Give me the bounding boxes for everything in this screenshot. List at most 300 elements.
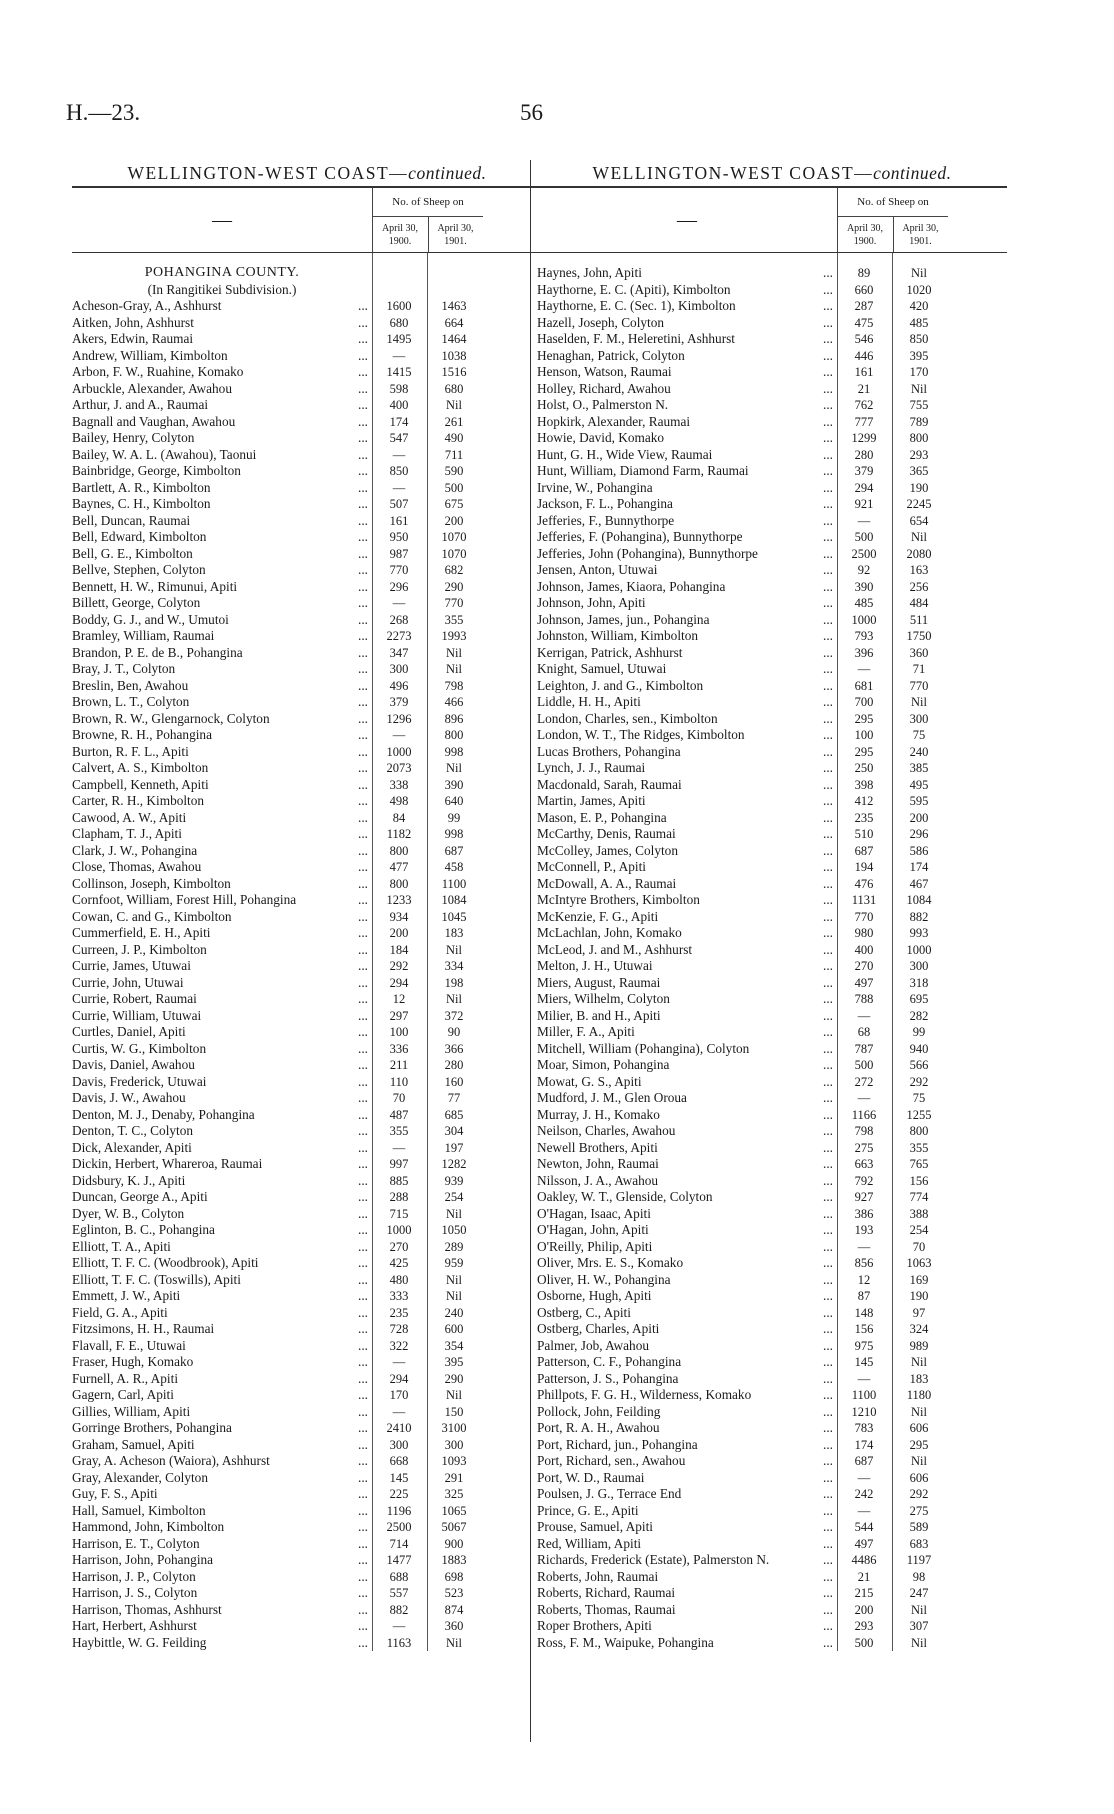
leader-dots: ... bbox=[823, 710, 833, 726]
sheep-1900: 390 bbox=[854, 579, 874, 594]
sheep-1901: 466 bbox=[444, 695, 464, 709]
table-row bbox=[537, 1305, 1007, 1322]
leader-dots: ... bbox=[358, 760, 368, 775]
leader-dots: ... bbox=[358, 991, 368, 1006]
sheep-1900: 170 bbox=[389, 1388, 409, 1402]
table-row bbox=[537, 958, 1007, 975]
table-row bbox=[537, 975, 1007, 992]
sheep-1901: 97 bbox=[912, 1305, 926, 1320]
holder-name: Mudford, J. M., Glen Oroua ... bbox=[537, 1090, 833, 1105]
sheep-1900: 338 bbox=[389, 777, 409, 792]
leader-dots: ... bbox=[358, 1057, 368, 1072]
leader-dots: ... bbox=[358, 1288, 368, 1303]
leader-dots: ... bbox=[358, 1271, 368, 1287]
sheep-1900: 800 bbox=[389, 876, 409, 891]
leader-dots: ... bbox=[358, 776, 368, 792]
right-column bbox=[537, 160, 1007, 1651]
table-row bbox=[72, 777, 542, 794]
leader-dots: ... bbox=[823, 677, 833, 693]
sheep-1901: 240 bbox=[909, 744, 929, 759]
sheep-1901: 1000 bbox=[906, 942, 932, 957]
holder-name: Gray, Alexander, Colyton ... bbox=[72, 1469, 368, 1485]
leader-dots: ... bbox=[358, 1156, 368, 1171]
sheep-1901: 500 bbox=[444, 480, 464, 495]
sheep-1901: 1038 bbox=[441, 348, 467, 363]
sheep-1901: 325 bbox=[444, 1487, 464, 1501]
sheep-1900: 2073 bbox=[386, 761, 412, 775]
holder-name: Gorringe Brothers, Pohangina ... bbox=[72, 1420, 368, 1435]
sheep-1901: 156 bbox=[909, 1173, 929, 1188]
holder-name: Hunt, William, Diamond Farm, Raumai ... bbox=[537, 463, 833, 478]
leader-dots: ... bbox=[823, 1370, 833, 1386]
holder-name: Irvine, W., Pohangina ... bbox=[537, 479, 833, 495]
table-row bbox=[537, 1387, 1007, 1404]
sheep-1901: 770 bbox=[444, 596, 464, 610]
sheep-1900: — bbox=[392, 1404, 406, 1419]
sheep-1900: 68 bbox=[857, 1025, 871, 1039]
right-sheep-group bbox=[837, 188, 948, 252]
left-group-title: No. of Sheep on bbox=[373, 188, 483, 217]
holder-name: Bramley, William, Raumai ... bbox=[72, 628, 368, 643]
leader-dots: ... bbox=[823, 958, 833, 973]
table-row bbox=[72, 661, 542, 678]
sheep-1901: Nil bbox=[911, 1635, 927, 1650]
holder-name: Jefferies, F. (Pohangina), Bunnythorpe ... bbox=[537, 529, 833, 544]
table-row bbox=[72, 1602, 542, 1619]
sheep-1901: 1100 bbox=[441, 876, 467, 891]
table-row bbox=[72, 843, 542, 860]
sheep-1901: 282 bbox=[909, 1008, 929, 1023]
sheep-1900: 792 bbox=[854, 1173, 874, 1188]
sheep-1901: 511 bbox=[909, 612, 929, 627]
right-table-body bbox=[537, 253, 1007, 1651]
sheep-1900: 1233 bbox=[386, 893, 412, 907]
holder-name: Elliott, T. F. C. (Toswills), Apiti ... bbox=[72, 1271, 368, 1287]
table-row bbox=[537, 298, 1007, 315]
holder-name: Billett, George, Colyton ... bbox=[72, 595, 368, 610]
leader-dots: ... bbox=[823, 1403, 833, 1419]
holder-name: Aitken, John, Ashhurst ... bbox=[72, 314, 368, 330]
table-row bbox=[537, 414, 1007, 431]
sheep-1901: 290 bbox=[444, 1371, 464, 1386]
table-row bbox=[72, 414, 542, 431]
sheep-1901: 334 bbox=[444, 959, 464, 973]
sheep-1901: 606 bbox=[909, 1421, 929, 1435]
table-row bbox=[72, 1239, 542, 1256]
leader-dots: ... bbox=[358, 1634, 368, 1650]
table-row bbox=[537, 661, 1007, 678]
left-title-main: WELLINGTON-WEST COAST— bbox=[127, 163, 409, 183]
table-row bbox=[537, 1618, 1007, 1635]
leader-dots: ... bbox=[823, 1601, 833, 1617]
table-row bbox=[72, 1354, 542, 1371]
sheep-1900: 100 bbox=[389, 1025, 409, 1039]
table-row bbox=[537, 1222, 1007, 1239]
table-row bbox=[537, 463, 1007, 480]
sheep-1901: 360 bbox=[444, 1619, 464, 1633]
leader-dots: ... bbox=[358, 1535, 368, 1551]
holder-name: Haythorne, E. C. (Apiti), Kimbolton ... bbox=[537, 281, 833, 297]
sheep-1900: 1415 bbox=[386, 365, 412, 379]
sheep-1901: 467 bbox=[909, 876, 929, 891]
leader-dots: ... bbox=[358, 397, 368, 412]
leader-dots: ... bbox=[823, 281, 833, 297]
sheep-1901: Nil bbox=[911, 1355, 927, 1369]
table-row bbox=[537, 1057, 1007, 1074]
left-rows bbox=[72, 298, 542, 1651]
sheep-1900: 333 bbox=[389, 1289, 409, 1303]
sheep-1900: 850 bbox=[389, 464, 409, 478]
sheep-1901: 1464 bbox=[441, 332, 467, 346]
sheep-1900: 1182 bbox=[386, 827, 412, 841]
leader-dots: ... bbox=[358, 1172, 368, 1188]
leader-dots: ... bbox=[358, 644, 368, 660]
table-row bbox=[72, 447, 542, 464]
sheep-1901: 390 bbox=[444, 777, 464, 792]
table-row bbox=[72, 513, 542, 530]
leader-dots: ... bbox=[823, 496, 833, 511]
sheep-1901: 1050 bbox=[441, 1223, 467, 1237]
holder-name: Jefferies, F., Bunnythorpe ... bbox=[537, 512, 833, 528]
holder-name: London, Charles, sen., Kimbolton ... bbox=[537, 710, 833, 726]
sheep-1901: 1750 bbox=[906, 629, 932, 643]
leader-dots: ... bbox=[823, 1040, 833, 1056]
holder-name: Collinson, Joseph, Kimbolton ... bbox=[72, 875, 368, 891]
sheep-1900: — bbox=[857, 1091, 871, 1105]
sheep-1900: 688 bbox=[389, 1569, 409, 1584]
table-row bbox=[72, 1420, 542, 1437]
table-row bbox=[537, 810, 1007, 827]
sheep-1901: Nil bbox=[446, 1206, 462, 1221]
holder-name: Didsbury, K. J., Apiti ... bbox=[72, 1172, 368, 1188]
table-row bbox=[72, 628, 542, 645]
sheep-1900: 475 bbox=[854, 315, 874, 330]
leader-dots: ... bbox=[823, 991, 833, 1006]
holder-name: Prouse, Samuel, Apiti ... bbox=[537, 1519, 833, 1534]
sheep-1901: 1516 bbox=[441, 365, 467, 379]
table-row bbox=[72, 1453, 542, 1470]
table-row bbox=[72, 1222, 542, 1239]
sheep-1901: 1084 bbox=[441, 893, 467, 907]
leader-dots: ... bbox=[358, 793, 368, 808]
sheep-1900: — bbox=[857, 1503, 871, 1518]
sheep-1900: 174 bbox=[389, 414, 409, 429]
table-row bbox=[72, 1437, 542, 1454]
leader-dots: ... bbox=[823, 644, 833, 660]
table-row bbox=[72, 991, 542, 1008]
table-row bbox=[537, 1321, 1007, 1338]
holder-name: Red, William, Apiti ... bbox=[537, 1535, 833, 1551]
sheep-1901: 240 bbox=[444, 1305, 464, 1320]
holder-name: Mitchell, William (Pohangina), Colyton ... bbox=[537, 1040, 833, 1056]
sheep-1901: 355 bbox=[444, 612, 464, 627]
sheep-1901: 365 bbox=[909, 464, 929, 478]
leader-dots: ... bbox=[823, 1090, 833, 1105]
sheep-1900: 400 bbox=[854, 942, 874, 957]
sheep-1901: 183 bbox=[444, 926, 464, 940]
table-row bbox=[537, 1123, 1007, 1140]
leader-dots: ... bbox=[358, 446, 368, 462]
holder-name: Oliver, Mrs. E. S., Komako ... bbox=[537, 1255, 833, 1270]
sheep-1901: 882 bbox=[909, 909, 929, 924]
holder-name: Harrison, Thomas, Ashhurst ... bbox=[72, 1601, 368, 1617]
sheep-1900: 498 bbox=[389, 794, 409, 808]
sheep-1901: 485 bbox=[909, 315, 929, 330]
leader-dots: ... bbox=[358, 347, 368, 363]
table-row bbox=[537, 1041, 1007, 1058]
table-row bbox=[72, 810, 542, 827]
holder-name: Brandon, P. E. de B., Pohangina ... bbox=[72, 644, 368, 660]
left-column bbox=[72, 160, 542, 1651]
sheep-1901: 940 bbox=[909, 1041, 929, 1056]
sheep-1900: 293 bbox=[854, 1619, 874, 1633]
holder-name: Lucas Brothers, Pohangina ... bbox=[537, 743, 833, 759]
sheep-1900: 2500 bbox=[386, 1520, 412, 1534]
sheep-1901: 1255 bbox=[906, 1107, 932, 1122]
sheep-1901: 197 bbox=[444, 1140, 464, 1155]
table-row bbox=[537, 1420, 1007, 1437]
holder-name: McDowall, A. A., Raumai ... bbox=[537, 875, 833, 891]
holder-name: Davis, J. W., Awahou ... bbox=[72, 1090, 368, 1105]
leader-dots: ... bbox=[358, 562, 368, 577]
right-title-main: WELLINGTON-WEST COAST— bbox=[592, 163, 874, 183]
sheep-1901: 366 bbox=[444, 1041, 464, 1056]
leader-dots: ... bbox=[823, 331, 833, 346]
left-table-body bbox=[72, 253, 542, 1651]
holder-name: Gagern, Carl, Apiti ... bbox=[72, 1387, 368, 1402]
sheep-1900: 235 bbox=[389, 1305, 409, 1320]
sheep-1900: 680 bbox=[389, 315, 409, 330]
sheep-1900: — bbox=[392, 348, 406, 363]
sheep-1901: 174 bbox=[909, 860, 929, 874]
sheep-1900: 215 bbox=[854, 1586, 874, 1600]
holder-name: Elliott, T. F. C. (Woodbrook), Apiti ... bbox=[72, 1255, 368, 1270]
sheep-1900: 783 bbox=[854, 1421, 874, 1435]
holder-name: Cummerfield, E. H., Apiti ... bbox=[72, 925, 368, 940]
sheep-1901: 590 bbox=[444, 464, 464, 478]
table-row bbox=[72, 909, 542, 926]
holder-name: Palmer, Job, Awahou ... bbox=[537, 1337, 833, 1353]
leader-dots: ... bbox=[823, 1139, 833, 1155]
sheep-1901: 711 bbox=[444, 447, 464, 462]
leader-dots: ... bbox=[823, 562, 833, 577]
table-row bbox=[72, 1140, 542, 1157]
leader-dots: ... bbox=[358, 1238, 368, 1254]
holder-name: Roper Brothers, Apiti ... bbox=[537, 1618, 833, 1633]
leader-dots: ... bbox=[823, 1568, 833, 1584]
leader-dots: ... bbox=[358, 364, 368, 379]
holder-name: Harrison, J. P., Colyton ... bbox=[72, 1568, 368, 1584]
sheep-1900: 487 bbox=[389, 1107, 409, 1122]
table-row bbox=[537, 645, 1007, 662]
sheep-1901: 1463 bbox=[441, 299, 467, 313]
holder-name: Ostberg, C., Apiti ... bbox=[537, 1304, 833, 1320]
holder-name: Phillpots, F. G. H., Wilderness, Komako ... bbox=[537, 1387, 833, 1402]
table-row bbox=[72, 1156, 542, 1173]
sheep-1900: 225 bbox=[389, 1487, 409, 1501]
table-row bbox=[72, 678, 542, 695]
sheep-1901: 395 bbox=[444, 1355, 464, 1369]
table-row bbox=[537, 1519, 1007, 1536]
table-row bbox=[537, 1090, 1007, 1107]
holder-name: Jensen, Anton, Utuwai ... bbox=[537, 562, 833, 577]
holder-name: O'Hagan, Isaac, Apiti ... bbox=[537, 1205, 833, 1221]
holder-name: Bell, Duncan, Raumai ... bbox=[72, 512, 368, 528]
holder-name: Akers, Edwin, Raumai ... bbox=[72, 331, 368, 346]
sheep-1900: 681 bbox=[854, 678, 874, 693]
right-title-continued: continued. bbox=[873, 163, 952, 183]
sheep-1901: 307 bbox=[909, 1619, 929, 1633]
table-row bbox=[72, 1024, 542, 1041]
table-row bbox=[72, 1552, 542, 1569]
sheep-1900: 700 bbox=[854, 695, 874, 709]
sheep-1900: 110 bbox=[389, 1074, 409, 1089]
holder-name: Port, Richard, sen., Awahou ... bbox=[537, 1453, 833, 1468]
leader-dots: ... bbox=[358, 595, 368, 610]
sheep-1901: Nil bbox=[911, 1404, 927, 1419]
table-row bbox=[72, 480, 542, 497]
sheep-1900: — bbox=[392, 480, 406, 495]
holder-name: Port, W. D., Raumai ... bbox=[537, 1469, 833, 1485]
holder-name: Curtles, Daniel, Apiti ... bbox=[72, 1024, 368, 1039]
table-row bbox=[72, 1404, 542, 1421]
sheep-1901: 300 bbox=[909, 711, 929, 726]
table-row bbox=[72, 826, 542, 843]
leader-dots: ... bbox=[823, 397, 833, 412]
sheep-1901: 300 bbox=[444, 1437, 464, 1452]
table-row bbox=[537, 1602, 1007, 1619]
sheep-1900: 663 bbox=[854, 1157, 874, 1171]
sheep-1901: Nil bbox=[446, 662, 462, 676]
holder-name: Oakley, W. T., Glenside, Colyton ... bbox=[537, 1189, 833, 1204]
sheep-1900: 687 bbox=[854, 1454, 874, 1468]
leader-dots: ... bbox=[823, 1106, 833, 1122]
holder-name: Neilson, Charles, Awahou ... bbox=[537, 1123, 833, 1138]
table-row bbox=[72, 1255, 542, 1272]
holder-name: Currie, Robert, Raumai ... bbox=[72, 991, 368, 1006]
sheep-1900: 322 bbox=[389, 1338, 409, 1353]
sheep-1901: 354 bbox=[444, 1338, 464, 1353]
sheep-1901: Nil bbox=[446, 1272, 462, 1287]
holder-name: Richards, Frederick (Estate), Palmerston N. ... bbox=[537, 1552, 833, 1567]
table-row bbox=[537, 760, 1007, 777]
holder-name: Haselden, F. M., Heleretini, Ashhurst ... bbox=[537, 331, 833, 346]
table-row bbox=[537, 1024, 1007, 1041]
leader-dots: ... bbox=[358, 859, 368, 874]
leader-dots: ... bbox=[823, 941, 833, 957]
holder-name: Macdonald, Sarah, Raumai ... bbox=[537, 776, 833, 792]
leader-dots: ... bbox=[358, 1387, 368, 1402]
sheep-1900: 294 bbox=[389, 1371, 409, 1386]
leader-dots: ... bbox=[358, 545, 368, 561]
leader-dots: ... bbox=[358, 875, 368, 891]
leader-dots: ... bbox=[358, 1222, 368, 1237]
table-row bbox=[537, 364, 1007, 381]
sheep-1901: Nil bbox=[446, 1289, 462, 1303]
table-row bbox=[537, 1008, 1007, 1025]
sheep-1900: — bbox=[857, 662, 871, 676]
sheep-1900: 398 bbox=[854, 777, 874, 792]
table-row bbox=[72, 430, 542, 447]
sheep-1900: 89 bbox=[857, 266, 871, 280]
leader-dots: ... bbox=[358, 809, 368, 825]
holder-name: Melton, J. H., Utuwai ... bbox=[537, 958, 833, 973]
sheep-1900: 927 bbox=[854, 1190, 874, 1204]
sheep-1901: 372 bbox=[444, 1008, 464, 1023]
leader-dots: ... bbox=[358, 1189, 368, 1204]
sheep-1900: 87 bbox=[857, 1289, 871, 1303]
sheep-1901: 640 bbox=[444, 794, 464, 808]
sheep-1900: 1477 bbox=[386, 1553, 412, 1567]
table-row bbox=[72, 1057, 542, 1074]
leader-dots: ... bbox=[358, 430, 368, 445]
leader-dots: ... bbox=[358, 1007, 368, 1023]
left-name-header: — bbox=[212, 209, 232, 231]
table-row bbox=[537, 1338, 1007, 1355]
table-row bbox=[537, 876, 1007, 893]
sheep-1901: Nil bbox=[446, 398, 462, 412]
holder-name: Bellve, Stephen, Colyton ... bbox=[72, 562, 368, 577]
leader-dots: ... bbox=[823, 545, 833, 561]
sheep-1901: Nil bbox=[446, 645, 462, 660]
holder-name: McIntyre Brothers, Kimbolton ... bbox=[537, 892, 833, 907]
sheep-1901: 295 bbox=[909, 1437, 929, 1452]
sheep-1900: 497 bbox=[854, 975, 874, 990]
table-row bbox=[72, 1090, 542, 1107]
sheep-1900: 174 bbox=[854, 1437, 874, 1452]
sheep-1901: 247 bbox=[909, 1586, 929, 1600]
holder-name: Liddle, H. H., Apiti ... bbox=[537, 694, 833, 709]
sheep-1901: 1070 bbox=[441, 530, 467, 544]
holder-name: O'Reilly, Philip, Apiti ... bbox=[537, 1238, 833, 1254]
leader-dots: ... bbox=[358, 892, 368, 907]
sheep-1901: 198 bbox=[444, 975, 464, 990]
section-heading: POHANGINA COUNTY. bbox=[144, 265, 300, 280]
leader-dots: ... bbox=[823, 1123, 833, 1138]
leader-dots: ... bbox=[358, 1453, 368, 1468]
sheep-1900: 425 bbox=[389, 1256, 409, 1270]
sheep-1900: 714 bbox=[389, 1536, 409, 1551]
holder-name: Arthur, J. and A., Raumai ... bbox=[72, 397, 368, 412]
sheep-1901: 318 bbox=[909, 975, 929, 990]
leader-dots: ... bbox=[823, 1502, 833, 1518]
sheep-1901: 190 bbox=[909, 1289, 929, 1303]
table-row bbox=[537, 430, 1007, 447]
holder-name: Knight, Samuel, Utuwai ... bbox=[537, 661, 833, 676]
sheep-1900: — bbox=[857, 1239, 871, 1254]
holder-name: Murray, J. H., Komako ... bbox=[537, 1106, 833, 1122]
sheep-1901: 939 bbox=[444, 1173, 464, 1188]
leader-dots: ... bbox=[823, 578, 833, 594]
sheep-1901: 896 bbox=[444, 711, 464, 726]
leader-dots: ... bbox=[823, 908, 833, 924]
sheep-1901: 874 bbox=[444, 1602, 464, 1617]
table-row bbox=[537, 1288, 1007, 1305]
holder-name: Mason, E. P., Pohangina ... bbox=[537, 809, 833, 825]
sheep-1900: 280 bbox=[854, 447, 874, 462]
sheep-1900: 496 bbox=[389, 678, 409, 693]
holder-name: McColley, James, Colyton ... bbox=[537, 842, 833, 858]
leader-dots: ... bbox=[823, 529, 833, 544]
sheep-1900: 292 bbox=[389, 959, 409, 973]
leader-dots: ... bbox=[358, 1486, 368, 1501]
sheep-1901: 989 bbox=[909, 1338, 929, 1353]
holder-name: Roberts, Richard, Raumai ... bbox=[537, 1585, 833, 1600]
table-row bbox=[72, 711, 542, 728]
holder-name: Burton, R. F. L., Apiti ... bbox=[72, 743, 368, 759]
holder-name: Jackson, F. L., Pohangina ... bbox=[537, 496, 833, 511]
sheep-1900: 480 bbox=[389, 1272, 409, 1287]
